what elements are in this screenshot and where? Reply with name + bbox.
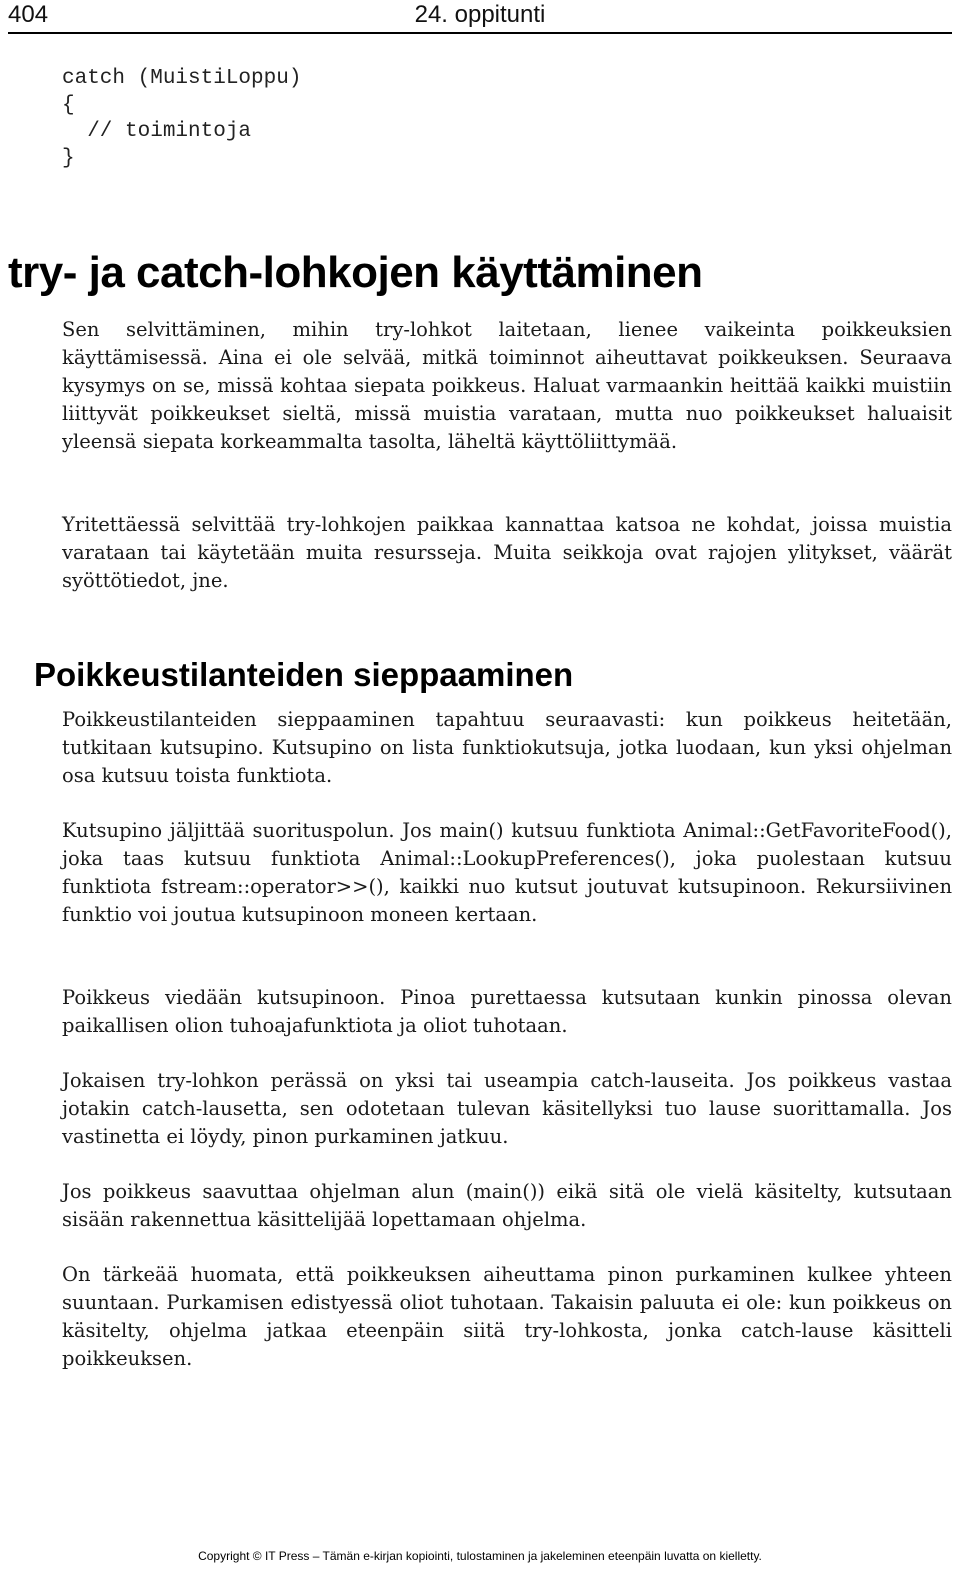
paragraph: Kutsupino jäljittää suorituspolun. Jos main() kutsuu funktiota Animal::GetFavoriteFood(), joka taas kutsuu funktiota Animal::LookupPreferences(), joka puolestaan kutsuu funktiota fstream::operator>>(), kaikki nuo kutsut joutuvat kutsupinoon. Rekursiivinen funktio voi joutua kutsupinoon moneen kertaan. [62,819,952,926]
paragraph: Poikkeus viedään kutsupinoon. Pinoa purettaessa kutsutaan kunkin pinossa olevan paikallisen olion tuhoajafunktiota ja oliot tuhotaan. [62,986,952,1037]
paragraph: On tärkeää huomata, että poikkeuksen aiheuttama pinon purkaminen kulkee yhteen suuntaan. Purkamisen edistyessä oliot tuhotaan. Takaisin paluuta ei ole: kun poikkeus on käsitelty, ohjelma jatkaa eteenpäin siitä try-lohkosta, jonka catch-lause käsitteli poikkeuksen. [62,1263,952,1370]
paragraph: Jos poikkeus saavuttaa ohjelman alun (main()) eikä sitä ole vielä käsitelty, kutsutaan sisään rakennettua käsittelijää lopettamaan ohjelma. [62,1180,952,1231]
paragraph: Poikkeustilanteiden sieppaaminen tapahtuu seuraavasti: kun poikkeus heitetään, tutkitaan kutsupino. Kutsupino on lista funktiokutsuja, jotka luodaan, kun yksi ohjelman osa kutsuu toista funktiota. [62,708,952,787]
chapter-title: 24. oppitunti [414,1,546,28]
page-header [8,0,952,34]
paragraph: Yritettäessä selvittää try-lohkojen paikkaa kannattaa katsoa ne kohdat, joissa muistia varataan tai käytetään muita resursseja. Muita seikkoja ovat rajojen ylitykset, väärät syöttötiedot, jne. [62,513,952,592]
section-heading-try-catch: try- ja catch-lohkojen käyttäminen [8,248,703,297]
copyright-footer: Copyright © IT Press – Tämän e-kirjan kopiointi, tulostaminen ja jakeleminen eteenpäin luvatta on kielletty. [198,1549,762,1563]
code-block: catch (MuistiLoppu) { // toimintoja } [62,67,302,170]
page-number: 404 [8,1,49,28]
paragraph: Jokaisen try-lohkon perässä on yksi tai useampia catch-lauseita. Jos poikkeus vastaa jotakin catch-lausetta, sen odotetaan tulevan käsitellyksi tuo lause suorittamalla. Jos vastinetta ei löydy, pinon purkaminen jatkuu. [62,1069,952,1148]
section-heading-catching: Poikkeustilanteiden sieppaaminen [34,656,574,693]
paragraph: Sen selvittäminen, mihin try-lohkot laitetaan, lienee vaikeinta poikkeuksien käyttämisessä. Aina ei ole selvää, mitkä toiminnot aiheuttavat poikkeuksen. Seuraava kysymys on se, missä kohtaa siepata poikkeus. Haluat varmaankin heittää kaikki muistiin liittyvät poikkeukset sieltä, missä muistia varataan, mutta nuo poikkeukset haluaisit yleensä siepata korkeammalta tasolta, läheltä käyttöliittymää. [62,318,952,453]
